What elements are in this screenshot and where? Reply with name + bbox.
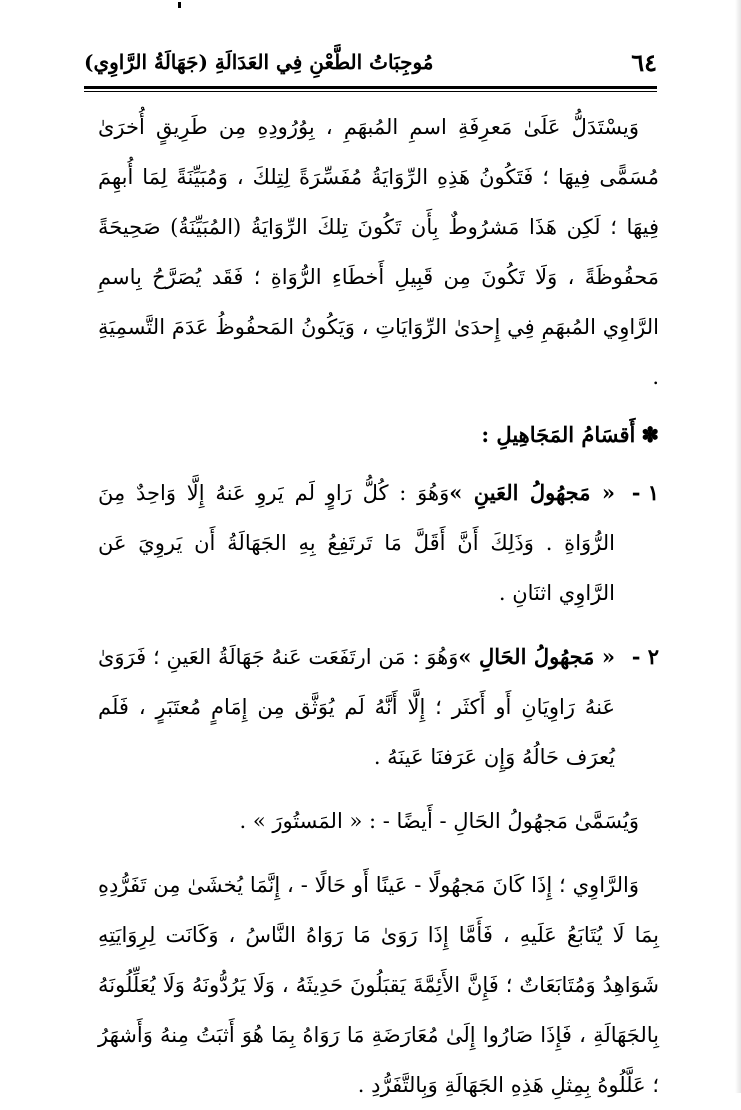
- page-body: [98, 102, 659, 1110]
- list-item-majhul-al-hal: [98, 632, 659, 782]
- page-corner-mark: [178, 2, 181, 8]
- list-item-text: [98, 632, 615, 782]
- list-item-number: ٢ -: [631, 644, 659, 669]
- page-edge-shadow: [735, 0, 741, 1093]
- section-heading: [98, 410, 659, 460]
- list-item-number: ١ -: [631, 480, 659, 505]
- running-title: مُوجِبَاتُ الطَّعْنِ فِي العَدَالَةِ (جَهَالَةُ الرَّاوِي): [84, 50, 434, 74]
- list-item-definition: وَهُوَ : كُلُّ رَاوٍ لَم يَروِ عَنهُ إِلَّا وَاحِدٌ مِنَ الرُّوَاةِ . وَذَلِكَ أَنَّ أَقَلَّ مَا تَرتَفِعُ بِهِ الجَهَالَةُ أَن يَروِيَ عَن الرَّاوِي اثنَانِ .: [98, 481, 615, 605]
- asterisk-icon: ✽: [641, 422, 659, 447]
- list-item-definition: وَهُوَ : مَن ارتَفَعَت عَنهُ جَهَالَةُ العَينِ ؛ فَرَوَىٰ عَنهُ رَاوِيَانِ أَو أَكثَر ؛ إِلَّا أَنَّهُ لَم يُوَثَّق مِن إِمَامٍ مُعتَبَرٍ ، فَلَم يُعرَف حَالُهُ وَإِن عَرَفنَا عَينَهُ .: [98, 645, 615, 769]
- paragraph-rawi-majhul: وَالرَّاوِي ؛ إِذَا كَانَ مَجهُولًا - عَينًا أَو حَالًا - ، إِنَّمَا يُخشَىٰ مِن تَفَرُّدِهِ بِمَا لَا يُتَابَعُ عَلَيهِ ، فَأَمَّا إِذَا رَوَىٰ مَا رَوَاهُ النَّاسُ ، وَكَانَت لِرِوَايَتِهِ شَوَاهِدُ وَمُتَابَعَاتٌ ؛ فَإِنَّ الأَئِمَّةَ يَقبَلُونَ حَدِيثَهُ ، وَلَا يَرُدُّونَهُ وَلَا يُعَلِّلُونَهُ بِالجَهَالَةِ ، فَإِذَا صَارُوا إِلَىٰ مُعَارَضَةِ مَا رَوَاهُ بِمَا هُوَ أَثبَتُ مِنهُ وَأَشهَرُ ؛ عَلَّلُوهُ بِمِثلِ هَذِهِ الجَهَالَةِ وَبِالتَّفَرُّدِ .: [98, 873, 659, 1097]
- section-heading-text: أَقسَامُ المَجَاهِيلِ :: [481, 422, 636, 447]
- list-item-term: « مَجهُولُ الحَالِ »: [458, 644, 615, 669]
- list-item-majhul-al-ayn: [98, 468, 659, 618]
- paragraph-identifying-mubham: وَيسْتَدَلُّ عَلَىٰ مَعرِفَةِ اسمِ المُبهَمِ ، بِوُرُودِهِ مِن طَرِيقٍ أُخرَىٰ مُسَمًّى فِيهَا ؛ فَتَكُونُ هَذِهِ الرِّوَايَةُ مُفَسِّرَةً لِتِلكَ ، وَمُبَيِّنَةً لِمَا أُبهِمَ فِيهَا ؛ لَكِن هَذَا مَشرُوطٌ بِأَن تَكُونَ تِلكَ الرِّوَايَةُ (المُبَيِّنَةُ) صَحِيحَةً مَحفُوظَةً ، وَلَا تَكُونَ مِن قَبِيلِ أَخطَاءِ الرُّوَاةِ ؛ فَقَد يُصَرَّحُ بِاسمِ الرَّاوِي المُبهَمِ فِي إِحدَىٰ الرِّوَايَاتِ ، وَيَكُونُ المَحفُوظُ عَدَمَ التَّسمِيَةِ .: [98, 115, 659, 389]
- header-rule: [84, 86, 657, 92]
- page-header: [84, 40, 657, 84]
- page-number: ٦٤: [631, 47, 657, 77]
- list-item-text: [98, 468, 615, 618]
- paragraph-mastur: وَيُسَمَّىٰ مَجهُولُ الحَالِ - أَيضًا - : « المَستُورَ » .: [239, 809, 639, 833]
- list-item-term: « مَجهُولُ العَينِ »: [449, 480, 615, 505]
